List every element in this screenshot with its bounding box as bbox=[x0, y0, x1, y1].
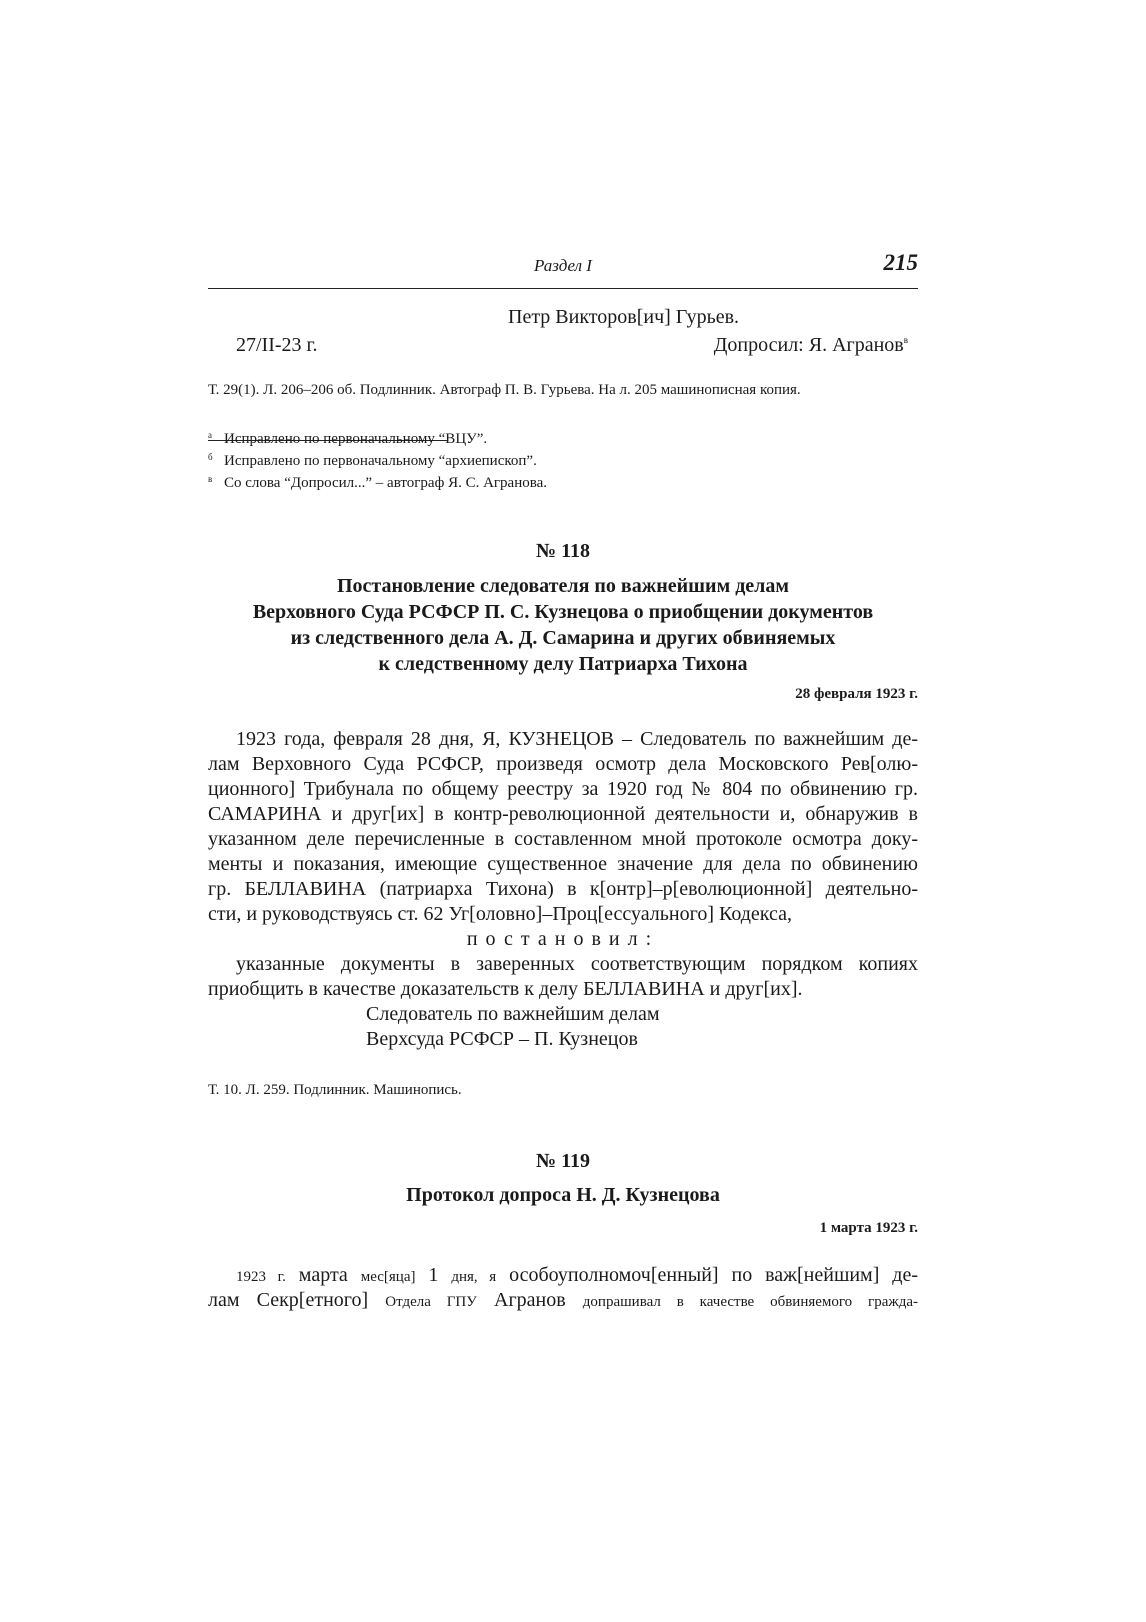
text-fragment: Отдела ГПУ bbox=[385, 1294, 477, 1310]
doc118-source-note: Т. 10. Л. 259. Подлинник. Машинопись. bbox=[208, 1082, 462, 1098]
page-number: 215 bbox=[883, 250, 918, 275]
text-fragment: 1923 г. bbox=[236, 1269, 286, 1285]
footnote-b bbox=[208, 452, 537, 470]
resolved-heading: постановил: bbox=[466, 928, 660, 950]
footnote-mark: в bbox=[903, 335, 908, 345]
running-header-section: Раздел I bbox=[534, 256, 592, 275]
doc118-title-line: Верховного Суда РСФСР П. С. Кузнецова о приобщении документов bbox=[252, 601, 874, 623]
doc119-body bbox=[208, 1263, 918, 1313]
body-line: гр. БЕЛЛАВИНА (патриарха Тихона) в к[онтр]–р[еволюционной] деятельно- bbox=[208, 878, 918, 900]
doc119-title: Протокол допроса Н. Д. Кузнецова bbox=[406, 1184, 720, 1206]
header-rule bbox=[208, 288, 918, 289]
doc119-number: № 119 bbox=[536, 1150, 590, 1172]
resolution-line: указанные документы в заверенных соответствующим порядком копиях bbox=[236, 953, 918, 975]
signer-line: Следователь по важнейшим делам bbox=[366, 1003, 660, 1025]
footnote-a bbox=[208, 430, 487, 448]
footnote-c bbox=[208, 474, 547, 492]
body-line bbox=[208, 1263, 918, 1288]
doc118-date: 28 февраля 1923 г. bbox=[795, 686, 918, 702]
resolution-line: приобщить в качестве доказательств к делу БЕЛЛАВИНА и друг[их]. bbox=[208, 978, 803, 1000]
body-line: 1923 года, февраля 28 дня, Я, КУЗНЕЦОВ – Следователь по важнейшим де- bbox=[236, 728, 918, 750]
doc118-body bbox=[208, 727, 918, 1052]
text-fragment: Агранов bbox=[476, 1289, 583, 1311]
text-fragment: лам Секр[етного] bbox=[208, 1289, 386, 1311]
archive-source-note: Т. 29(1). Л. 206–206 об. Подлинник. Автограф П. В. Гурьева. На л. 205 машинописная копия. bbox=[208, 382, 801, 398]
doc118-title-line: к следственному делу Патриарха Тихона bbox=[378, 653, 748, 675]
body-line: ционного] Трибунала по общему реестру за 1920 год № 804 по обвинению гр. bbox=[208, 778, 918, 800]
text-fragment: мес[яца] bbox=[360, 1269, 416, 1285]
text-fragment: особоуполномоч[енный] по важ[нейшим] де- bbox=[496, 1264, 918, 1286]
footnote-mark-a: а bbox=[208, 430, 212, 440]
text-fragment: дня, я bbox=[451, 1269, 497, 1285]
body-line: САМАРИНА и друг[их] в контр-революционной деятельности и, обнаружив в bbox=[208, 803, 918, 825]
doc119-date: 1 марта 1923 г. bbox=[819, 1220, 918, 1236]
body-line: менты и показания, имеющие существенное значение для дела по обвинению bbox=[208, 853, 918, 875]
footnote-mark-c: в bbox=[208, 474, 213, 484]
body-line bbox=[208, 1288, 918, 1313]
text-fragment: марта bbox=[285, 1264, 361, 1286]
footnote-mark-b: б bbox=[208, 452, 213, 462]
interrogated-by-text: Допросил: Я. Агранов bbox=[713, 334, 904, 356]
body-line: сти, и руководствуясь ст. 62 Уг[оловно]–Проц[ессуального] Кодекса, bbox=[208, 903, 793, 925]
footnote-text-a: Исправлено по первоначальному “ВЦУ”. bbox=[224, 431, 488, 447]
doc118-title-line: из следственного дела А. Д. Самарина и других обвиняемых bbox=[290, 627, 836, 649]
body-line: лам Верховного Суда РСФСР, произведя осмотр дела Московского Рев[олю- bbox=[208, 753, 918, 775]
doc118-title bbox=[208, 573, 918, 677]
text-fragment: допрашивал в качестве обвиняемого гражда- bbox=[582, 1294, 918, 1310]
doc118-number: № 118 bbox=[536, 540, 590, 562]
signature-name: Петр Викторов[ич] Гурьев. bbox=[508, 306, 740, 328]
body-line: указанном деле перечисленные в составленном мной протоколе осмотра доку- bbox=[208, 828, 918, 850]
signer-line: Верхсуда РСФСР – П. Кузнецов bbox=[366, 1028, 638, 1050]
interrogated-by bbox=[714, 334, 908, 357]
signature-date: 27/II-23 г. bbox=[236, 334, 318, 356]
footnote-text-b: Исправлено по первоначальному “архиепископ”. bbox=[224, 453, 537, 469]
footnote-text-c: Со слова “Допросил...” – автограф Я. С. Агранова. bbox=[224, 475, 548, 491]
doc118-title-line: Постановление следователя по важнейшим делам bbox=[336, 575, 790, 597]
text-fragment: 1 bbox=[415, 1264, 452, 1286]
